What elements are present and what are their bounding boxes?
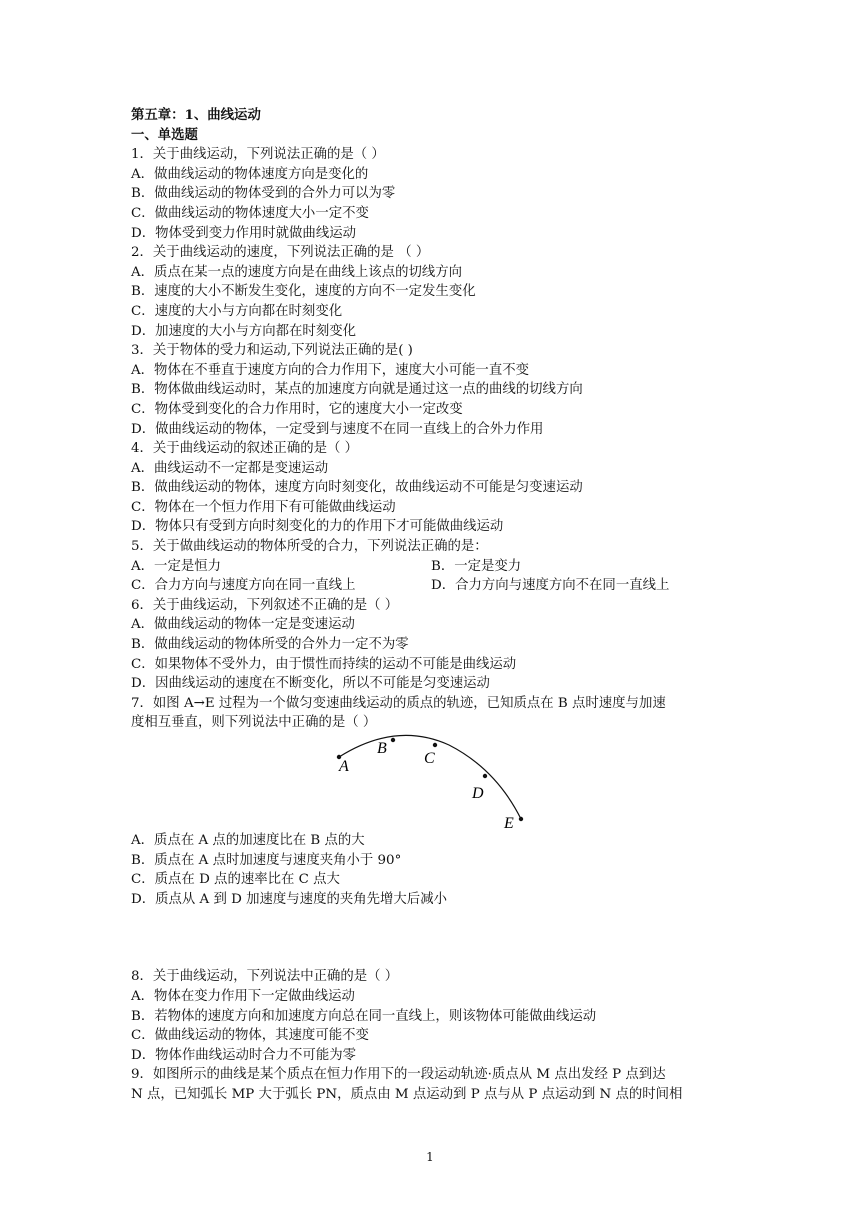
label-c: C bbox=[424, 750, 435, 767]
question-stem: 5．关于做曲线运动的物体所受的合力，下列说法正确的是： bbox=[131, 539, 488, 555]
option-a: A．质点在某一点的速度方向是在曲线上该点的切线方向 bbox=[131, 264, 463, 280]
question-stem-line-2: 度相互垂直，则下列说法中正确的是（ ） bbox=[131, 715, 377, 731]
point-e bbox=[519, 817, 523, 821]
option-d: D．物体只有受到方向时刻变化的力的作用下才可能做曲线运动 bbox=[131, 519, 504, 535]
option-d: D．质点从 A 到 D 加速度与速度的夹角先增大后减小 bbox=[131, 891, 447, 907]
option-row bbox=[131, 557, 731, 577]
option-a: A．做曲线运动的物体一定是变速运动 bbox=[131, 617, 355, 633]
option-b: B．若物体的速度方向和加速度方向总在同一直线上，则该物体可能做曲线运动 bbox=[131, 1008, 597, 1024]
question-stem: 4．关于曲线运动的叙述正确的是（ ） bbox=[131, 441, 359, 457]
option-b: B．物体做曲线运动时，某点的加速度方向就是通过这一点的曲线的切线方向 bbox=[131, 382, 583, 398]
label-d: D bbox=[472, 785, 484, 802]
option-b: B．质点在 A 点时加速度与速度夹角小于 90° bbox=[131, 852, 402, 868]
question-stem-line-1: 7．如图 A→E 过程为一个做匀变速曲线运动的质点的轨迹，已知质点在 B 点时速度与加速 bbox=[131, 695, 666, 711]
question-3 bbox=[131, 341, 731, 439]
question-5 bbox=[131, 537, 731, 596]
question-4 bbox=[131, 439, 731, 537]
question-2 bbox=[131, 243, 731, 341]
option-c: C．物体在一个恒力作用下有可能做曲线运动 bbox=[131, 499, 396, 515]
point-d bbox=[483, 774, 487, 778]
option-a: A．质点在 A 点的加速度比在 B 点的大 bbox=[131, 833, 365, 848]
option-c: C．做曲线运动的物体速度大小一定不变 bbox=[131, 205, 369, 221]
option-d: D．做曲线运动的物体，一定受到与速度不在同一直线上的合外力作用 bbox=[131, 421, 544, 437]
option-row bbox=[131, 576, 731, 596]
option-b: B．一定是变力 bbox=[431, 558, 522, 574]
page-number: 1 bbox=[426, 1150, 434, 1164]
question-7 bbox=[131, 694, 731, 910]
option-b: B．做曲线运动的物体，速度方向时刻变化，故曲线运动不可能是匀变速运动 bbox=[131, 480, 583, 496]
option-c: C．速度的大小与方向都在时刻变化 bbox=[131, 303, 343, 319]
label-b: B bbox=[377, 740, 387, 757]
option-d: D．因曲线运动的速度在不断变化，所以不可能是匀变速运动 bbox=[131, 676, 490, 692]
option-a: A．物体在变力作用下一定做曲线运动 bbox=[131, 988, 355, 1004]
question-8 bbox=[131, 967, 731, 1065]
document-body bbox=[131, 106, 731, 1105]
option-c: C．物体受到变化的合力作用时，它的速度大小一定改变 bbox=[131, 401, 463, 417]
question-stem: 2．关于曲线运动的速度，下列说法正确的是 （ ） bbox=[131, 245, 430, 261]
blank-space bbox=[131, 909, 731, 967]
option-d: D．合力方向与速度方向不在同一直线上 bbox=[431, 578, 670, 594]
option-d: D．物体受到变力作用时就做曲线运动 bbox=[131, 225, 356, 241]
option-a: A．一定是恒力 bbox=[131, 558, 222, 574]
option-c: C．如果物体不受外力，由于惯性而持续的运动不可能是曲线运动 bbox=[131, 656, 517, 672]
question-9 bbox=[131, 1065, 731, 1104]
trajectory-curve bbox=[339, 735, 521, 819]
option-c: C．合力方向与速度方向在同一直线上 bbox=[131, 578, 356, 594]
question-6 bbox=[131, 596, 731, 694]
option-a: A．做曲线运动的物体速度方向是变化的 bbox=[131, 166, 369, 182]
question-stem: 1．关于曲线运动，下列说法正确的是（ ） bbox=[131, 147, 385, 163]
option-c: C．做曲线运动的物体，其速度可能不变 bbox=[131, 1028, 369, 1044]
trajectory-diagram bbox=[331, 729, 531, 829]
option-b: B．速度的大小不断发生变化，速度的方向不一定发生变化 bbox=[131, 284, 476, 300]
option-a: A．物体在不垂直于速度方向的合力作用下，速度大小可能一直不变 bbox=[131, 362, 529, 378]
option-c: C．质点在 D 点的速率比在 C 点大 bbox=[131, 872, 340, 888]
label-a: A bbox=[339, 758, 349, 775]
question-stem-line-2: N 点，已知弧长 MP 大于弧长 PN，质点由 M 点运动到 P 点与从 P 点运动到 N 点的时间相 bbox=[131, 1086, 683, 1102]
option-b: B．做曲线运动的物体所受的合外力一定不为零 bbox=[131, 637, 409, 653]
question-stem: 8．关于曲线运动，下列说法中正确的是（ ） bbox=[131, 969, 399, 985]
option-d: D．加速度的大小与方向都在时刻变化 bbox=[131, 323, 356, 339]
chapter-title: 第五章：1、曲线运动 bbox=[131, 107, 261, 123]
section-title: 一、单选题 bbox=[131, 126, 198, 143]
option-d: D．物体作曲线运动时合力不可能为零 bbox=[131, 1047, 356, 1063]
point-b bbox=[391, 738, 395, 742]
question-1 bbox=[131, 145, 731, 243]
label-e: E bbox=[504, 815, 514, 829]
option-b: B．做曲线运动的物体受到的合外力可以为零 bbox=[131, 186, 396, 202]
trajectory-figure bbox=[131, 733, 731, 831]
point-c bbox=[433, 743, 437, 747]
option-a: A．曲线运动不一定都是变速运动 bbox=[131, 460, 329, 476]
question-stem: 3．关于物体的受力和运动,下列说法正确的是( ) bbox=[131, 343, 413, 359]
question-stem: 6．关于曲线运动，下列叙述不正确的是（ ） bbox=[131, 597, 399, 613]
question-stem-line-1: 9．如图所示的曲线是某个质点在恒力作用下的一段运动轨迹·质点从 M 点出发经 P 点到达 bbox=[131, 1067, 666, 1083]
